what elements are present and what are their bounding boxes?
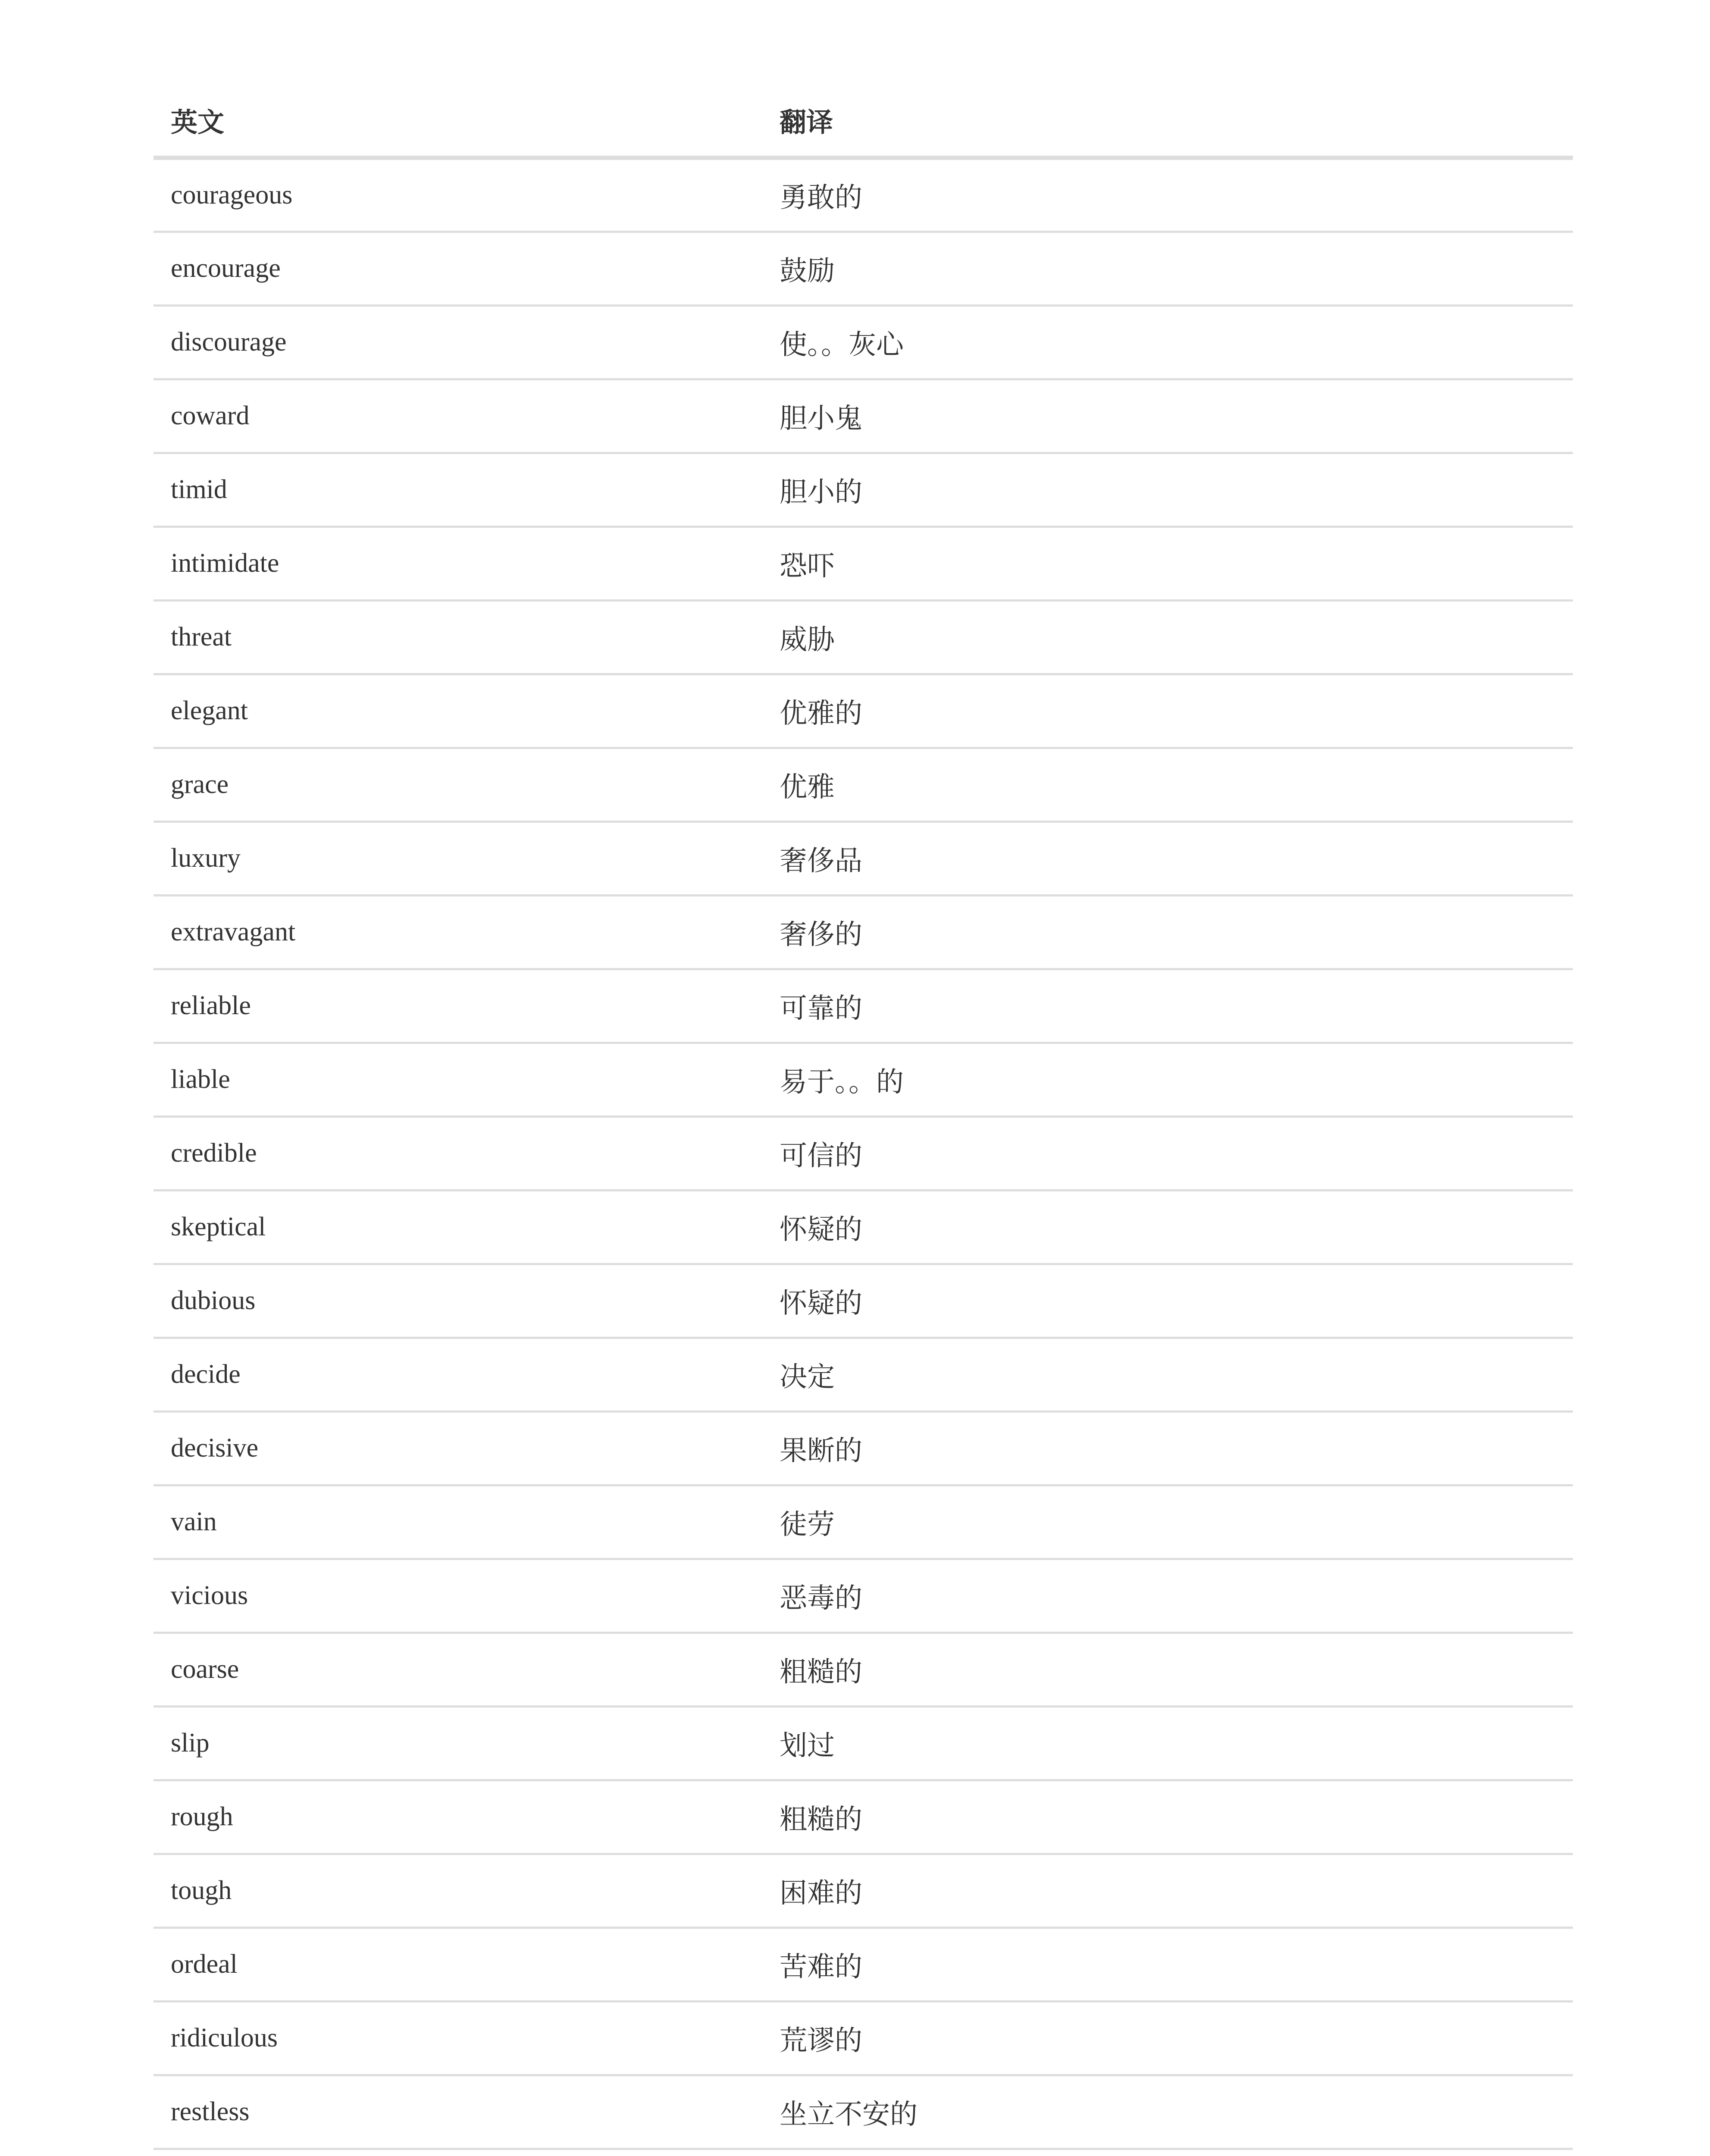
translation-cell: 可靠的 — [762, 969, 1573, 1043]
table-row — [153, 748, 1573, 821]
table-row — [153, 379, 1573, 453]
table-row — [153, 453, 1573, 526]
translation-cell — [762, 2149, 1573, 2156]
table-row — [153, 969, 1573, 1043]
english-word-cell: encourage — [153, 232, 762, 305]
translation-cell: 优雅的 — [762, 674, 1573, 748]
translation-cell: 徒劳 — [762, 1485, 1573, 1559]
english-word-cell: decide — [153, 1338, 762, 1411]
english-word-cell: vain — [153, 1485, 762, 1559]
translation-cell: 粗糙的 — [762, 1780, 1573, 1854]
translation-cell: 易于。。的 — [762, 1043, 1573, 1116]
translation-cell: 坐立不安的 — [762, 2075, 1573, 2149]
table-row — [153, 600, 1573, 674]
translation-cell: 奢侈的 — [762, 895, 1573, 969]
english-word-cell: elegant — [153, 674, 762, 748]
translation-cell: 鼓励 — [762, 232, 1573, 305]
translation-cell: 决定 — [762, 1338, 1573, 1411]
translation-cell: 可信的 — [762, 1116, 1573, 1190]
table-row — [153, 1854, 1573, 1927]
translation-cell: 恶毒的 — [762, 1559, 1573, 1633]
english-word-cell: slip — [153, 1706, 762, 1780]
english-word-cell: grace — [153, 748, 762, 821]
translation-cell: 奢侈品 — [762, 821, 1573, 895]
english-word-cell: threat — [153, 600, 762, 674]
table-header — [153, 84, 1573, 158]
table-row — [153, 1116, 1573, 1190]
table-row — [153, 1338, 1573, 1411]
table-row — [153, 674, 1573, 748]
table-row — [153, 1559, 1573, 1633]
table-row — [153, 1264, 1573, 1338]
vocabulary-table — [153, 84, 1573, 2156]
english-word-cell: tough — [153, 1854, 762, 1927]
translation-cell: 优雅 — [762, 748, 1573, 821]
english-word-cell: coarse — [153, 1633, 762, 1706]
english-word-cell: reliable — [153, 969, 762, 1043]
table-row — [153, 1485, 1573, 1559]
translation-cell: 使。。灰心 — [762, 305, 1573, 379]
english-word-cell: timid — [153, 453, 762, 526]
english-word-cell: liable — [153, 1043, 762, 1116]
english-word-cell: credible — [153, 1116, 762, 1190]
table-row — [153, 821, 1573, 895]
table-row — [153, 1706, 1573, 1780]
table-row — [153, 526, 1573, 600]
english-word-cell: vicious — [153, 1559, 762, 1633]
translation-cell: 勇敢的 — [762, 158, 1573, 232]
translation-cell: 荒谬的 — [762, 2001, 1573, 2075]
table-row — [153, 1043, 1573, 1116]
english-word-cell: dubious — [153, 1264, 762, 1338]
translation-cell: 怀疑的 — [762, 1190, 1573, 1264]
translation-cell: 苦难的 — [762, 1927, 1573, 2001]
table-row — [153, 1411, 1573, 1485]
english-word-cell: discourage — [153, 305, 762, 379]
english-word-cell: coward — [153, 379, 762, 453]
english-word-cell: decisive — [153, 1411, 762, 1485]
translation-cell: 胆小的 — [762, 453, 1573, 526]
header-translation: 翻译 — [762, 84, 1573, 158]
table-row — [153, 305, 1573, 379]
translation-cell: 胆小鬼 — [762, 379, 1573, 453]
translation-cell: 怀疑的 — [762, 1264, 1573, 1338]
translation-cell: 粗糙的 — [762, 1633, 1573, 1706]
table-row — [153, 2075, 1573, 2149]
english-word-cell: ordeal — [153, 1927, 762, 2001]
english-word-cell — [153, 2149, 762, 2156]
table-row — [153, 1633, 1573, 1706]
translation-cell: 威胁 — [762, 600, 1573, 674]
english-word-cell: rough — [153, 1780, 762, 1854]
table-row — [153, 1780, 1573, 1854]
english-word-cell: skeptical — [153, 1190, 762, 1264]
table-row — [153, 1927, 1573, 2001]
translation-cell: 恐吓 — [762, 526, 1573, 600]
english-word-cell: courageous — [153, 158, 762, 232]
header-english: 英文 — [153, 84, 762, 158]
english-word-cell: restless — [153, 2075, 762, 2149]
translation-cell: 划过 — [762, 1706, 1573, 1780]
translation-cell: 果断的 — [762, 1411, 1573, 1485]
table-row — [153, 895, 1573, 969]
table-row — [153, 158, 1573, 232]
english-word-cell: intimidate — [153, 526, 762, 600]
table-row — [153, 2001, 1573, 2075]
english-word-cell: luxury — [153, 821, 762, 895]
header-row — [153, 84, 1573, 158]
table-row — [153, 1190, 1573, 1264]
english-word-cell: extravagant — [153, 895, 762, 969]
translation-cell: 困难的 — [762, 1854, 1573, 1927]
table-row — [153, 232, 1573, 305]
english-word-cell: ridiculous — [153, 2001, 762, 2075]
table-body — [153, 158, 1573, 2156]
table-row — [153, 2149, 1573, 2156]
